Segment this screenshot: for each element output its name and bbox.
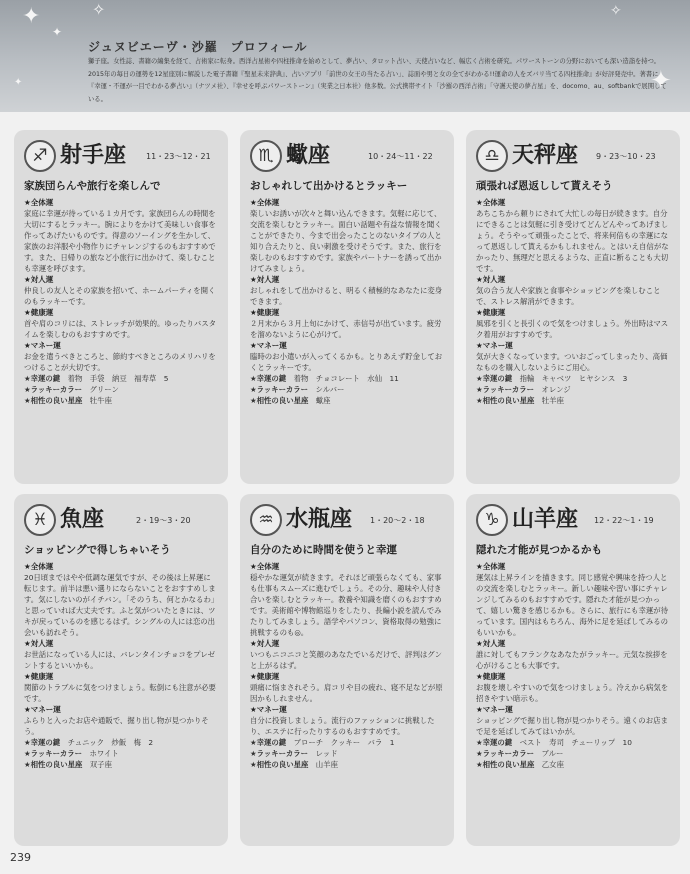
horoscope-card-libra	[466, 130, 680, 484]
sign-name: 蠍座	[286, 142, 331, 168]
section-label: ★マネー運	[24, 705, 61, 714]
compatible-sign-row	[476, 395, 670, 406]
section-text: おしゃれをして出かけると、明るく積極的なあなたに変身できます。	[250, 286, 443, 306]
lucky-color-label: ★ラッキーカラー	[250, 749, 309, 758]
section-label: ★健康運	[24, 308, 54, 317]
card-body	[476, 561, 670, 770]
lucky-color-row	[24, 384, 218, 395]
section-text: ショッピングで掘り出し物が見つかりそう。遠くのお店まで足を延ばしてみてはいかが。	[476, 716, 668, 736]
card-body	[24, 197, 218, 406]
compatible-sign-row	[24, 759, 218, 770]
section-text: 頭痛に悩まされそう。肩コリや目の疲れ、寝不足などが原因かもしれません。	[250, 683, 443, 703]
lucky-key-label: ★幸運の鍵	[24, 738, 61, 747]
section-text: 穏やかな運気が続きます。それほど頑張らなくても、家事も仕事もスムーズに進むでしょう。その分、趣味や人付き合いを楽しむとラッキー。教養や知識を磨くのもおすすめです。美術館や博物館巡りをしたり、長編小説を読んでみたりしてみましょう。語学やパソコン、資格取得の勉強に挑戦するのも◎。	[250, 573, 442, 637]
section-label: ★健康運	[250, 308, 280, 317]
section-text: 臨時のお小遣いが入ってくるかも。とりあえず貯金しておくとラッキーです。	[250, 352, 443, 372]
section-text: 気が大きくなっています。ついおごってしまったり、高価なものを購入しないようにご用心。	[476, 352, 668, 372]
lucky-key-value: ベスト 寿司 チューリップ 10	[519, 738, 632, 747]
libra-icon: ♎	[476, 140, 508, 172]
lucky-color-row	[250, 384, 444, 395]
section-text: お金を遣うべきところと、節約すべきところのメリハリをつけることが大切です。	[24, 352, 216, 372]
section-text: 首や肩のコリには、ストレッチが効果的。ゆったりバスタイムを楽しむのもおすすめです。	[24, 319, 217, 339]
lucky-color-value: オレンジ	[541, 385, 571, 394]
capricorn-icon: ♑	[476, 504, 508, 536]
lucky-color-label: ★ラッキーカラー	[24, 385, 83, 394]
section-label: ★マネー運	[250, 705, 287, 714]
card-header	[466, 130, 680, 172]
section-text: 仲良しの友人とその家族を招いて、ホームパーティを開くのもラッキーです。	[24, 286, 216, 306]
compatible-sign-label: ★相性の良い星座	[250, 396, 309, 405]
section-label: ★対人運	[250, 275, 280, 284]
compatible-sign-value: 双子座	[89, 760, 112, 769]
section-label: ★対人運	[24, 275, 54, 284]
section-label: ★健康運	[24, 672, 54, 681]
section-label: ★全体運	[250, 198, 280, 207]
lucky-key-row	[476, 737, 670, 748]
aquarius-icon: ♒	[250, 504, 282, 536]
compatible-sign-row	[250, 395, 444, 406]
star-icon: ✦	[650, 66, 672, 96]
section-text: 誰に対してもフランクなあなたがラッキー。元気な挨拶を心がけることも大事です。	[476, 650, 668, 670]
section-label: ★マネー運	[24, 341, 61, 350]
section-label: ★対人運	[476, 275, 506, 284]
lucky-color-label: ★ラッキーカラー	[24, 749, 83, 758]
section-label: ★健康運	[476, 308, 506, 317]
profile-header	[0, 0, 690, 112]
sign-dates: 2・19～3・20	[136, 516, 191, 525]
card-body	[250, 197, 444, 406]
section-label: ★全体運	[24, 562, 54, 571]
lucky-key-label: ★幸運の鍵	[250, 738, 287, 747]
star-icon: ✧	[92, 0, 106, 19]
section-label: ★マネー運	[476, 341, 513, 350]
card-header	[14, 130, 228, 172]
card-header	[466, 494, 680, 536]
sign-dates: 11・23～12・21	[146, 152, 211, 161]
lucky-color-row	[476, 748, 670, 759]
section-text: 自分に投資しましょう。流行のファッションに挑戦したり、エステに行ったりするのもおすすめです。	[250, 716, 435, 736]
section-text: いつもニコニコと笑顔のあなたでいるだけで、評判はグンと上がるはず。	[250, 650, 443, 670]
lucky-key-value: 指輪 キャベツ ヒヤシンス 3	[519, 374, 628, 383]
star-icon: ✦	[22, 4, 41, 29]
lucky-color-label: ★ラッキーカラー	[476, 749, 535, 758]
horoscope-card-scorpio	[240, 130, 454, 484]
section-label: ★マネー運	[250, 341, 287, 350]
compatible-sign-value: 牡牛座	[89, 396, 112, 405]
compatible-sign-label: ★相性の良い星座	[476, 760, 535, 769]
card-subtitle: おしゃれして出かけるとラッキー	[250, 180, 408, 192]
sign-name: 魚座	[60, 506, 105, 532]
lucky-key-row	[250, 737, 444, 748]
section-text: 家庭に幸運が待っている１カ月です。家族団らんの時間を大切にするとラッキー。腕によりをかけて美味しい食事を作ってあげたいものです。得意のソーイングを生かして、家族のお洋服や小物作りにチャレンジするのもおすすめです。また、日帰りの旅など小旅行に出かけて、楽しむことも幸運を呼びます。	[24, 209, 216, 273]
lucky-color-label: ★ラッキーカラー	[476, 385, 535, 394]
lucky-color-value: ホワイト	[89, 749, 119, 758]
lucky-key-label: ★幸運の鍵	[250, 374, 287, 383]
lucky-key-label: ★幸運の鍵	[476, 374, 513, 383]
sign-name: 射手座	[60, 142, 127, 168]
section-label: ★全体運	[476, 198, 506, 207]
card-subtitle: 隠れた才能が見つかるかも	[476, 544, 602, 556]
lucky-key-label: ★幸運の鍵	[24, 374, 61, 383]
section-label: ★健康運	[476, 672, 506, 681]
card-subtitle: ショッピングで得しちゃいそう	[24, 544, 171, 556]
star-icon: ✧	[610, 3, 622, 19]
sign-dates: 9・23～10・23	[596, 152, 656, 161]
section-text: 風邪を引くと長引くので気をつけましょう。外出時はマスク着用がおすすめです。	[476, 319, 669, 339]
section-text: 20日頃まではやや低調な運気ですが、その後は上昇運に転じます。前半は悪い選りにならないことをおすすめします。気にしないのがイチバン。「そのうち、何とかなるわ」と思っていれば大丈夫です。ふと気がついたときには、ツキが戻っているのを感じるはず。シングルの人には恋の出会いも訪れそう。	[24, 573, 216, 637]
sign-dates: 1・20～2・18	[370, 516, 425, 525]
lucky-key-value: 着物 チョコレート 水仙 11	[293, 374, 399, 383]
lucky-color-row	[476, 384, 670, 395]
compatible-sign-label: ★相性の良い星座	[250, 760, 309, 769]
card-subtitle: 頑張れば恩返しして貰えそう	[476, 180, 613, 192]
section-label: ★マネー運	[476, 705, 513, 714]
card-header	[240, 130, 454, 172]
star-icon: ✦	[14, 77, 23, 88]
section-label: ★対人運	[250, 639, 280, 648]
compatible-sign-label: ★相性の良い星座	[24, 760, 83, 769]
page-number: 239	[10, 851, 31, 864]
section-label: ★対人運	[476, 639, 506, 648]
section-label: ★全体運	[476, 562, 506, 571]
lucky-color-value: ブルー	[541, 749, 564, 758]
sign-name: 天秤座	[512, 142, 579, 168]
card-header	[240, 494, 454, 536]
horoscope-card-capricorn	[466, 494, 680, 846]
lucky-color-value: シルバー	[315, 385, 345, 394]
card-body	[24, 561, 218, 770]
pisces-icon: ♓	[24, 504, 56, 536]
compatible-sign-value: 牡羊座	[541, 396, 564, 405]
lucky-color-value: レッド	[315, 749, 338, 758]
lucky-key-value: 着物 手袋 納豆 福寿草 5	[67, 374, 169, 383]
sign-name: 山羊座	[512, 506, 579, 532]
section-label: ★全体運	[24, 198, 54, 207]
lucky-key-row	[24, 737, 218, 748]
lucky-key-row	[476, 373, 670, 384]
section-text: 気の合う友人や家族と食事やショッピングを楽しむことで、ストレス解消ができます。	[476, 286, 661, 306]
lucky-color-label: ★ラッキーカラー	[250, 385, 309, 394]
compatible-sign-label: ★相性の良い星座	[24, 396, 83, 405]
card-header	[14, 494, 228, 536]
lucky-color-value: グリーン	[89, 385, 119, 394]
sign-dates: 12・22～1・19	[594, 516, 654, 525]
lucky-color-row	[250, 748, 444, 759]
lucky-key-row	[250, 373, 444, 384]
card-body	[476, 197, 670, 406]
section-text: お世話になっている人には、バレンタインチョコをプレゼントするといいかも。	[24, 650, 216, 670]
card-body	[250, 561, 444, 770]
section-text: 運気は上昇ラインを描きます。同じ感覚や興味を持つ人との交流を楽しむとラッキー。新しい趣味や習い事にチャレンジしてみるのもおすすめです。隠れた才能が見つかって、嬉しい驚きを感じるかも。さらに、旅行にも幸運が待っています。国内はもちろん、海外に足を延ばしてみるのもいいかも。	[476, 573, 669, 637]
lucky-key-row	[24, 373, 218, 384]
sign-name: 水瓶座	[286, 506, 353, 532]
horoscope-card-sagittarius	[14, 130, 228, 484]
compatible-sign-value: 蠍座	[315, 396, 331, 405]
section-label: ★健康運	[250, 672, 280, 681]
horoscope-card-pisces	[14, 494, 228, 846]
star-icon: ✦	[52, 25, 63, 39]
section-text: 関節のトラブルに気をつけましょう。転倒にも注意が必要です。	[24, 683, 216, 703]
scorpio-icon: ♏	[250, 140, 282, 172]
profile-text: 獅子座。女性誌、書籍の編集を経て、占術家に転身。西洋占星術や四柱推命を始めとして、夢占い、タロット占い、天使占いなど、幅広く占術を研究。パワーストーンの分野においても深い造詣を持つ。2015年の毎日の運勢を12星座別に解説した電子書籍『聖星未来辞典』、占いアプリ「前世の女王の当たる占い」、誌面や男と女の全てがわかる!!運命の人をズバリ当てる四柱推命』が好評発売中。著書に『幸運・不運が一目でわかる夢占い』（ナツメ社）、『幸せを呼ぶパワーストーン』（実業之日本社）他多数。公式携帯サイト「沙羅の西洋占術」「守護天使の夢占星」を、docomo、au、softbankで展開している。	[88, 58, 667, 103]
compatible-sign-row	[250, 759, 444, 770]
lucky-key-label: ★幸運の鍵	[476, 738, 513, 747]
profile-title: ジュヌビエーヴ・沙羅 プロフィール	[88, 40, 308, 54]
lucky-key-value: ブローチ クッキー バラ 1	[293, 738, 395, 747]
card-subtitle: 家族団らんや旅行を楽しんで	[24, 180, 161, 192]
compatible-sign-row	[476, 759, 670, 770]
section-text: 楽しいお誘いが次々と舞い込んできます。気軽に応じて、交流を楽しむとラッキー。面白い話題や有益な情報を聞くことができたり、今まで出会ったことのないタイプの人と知り合えたりと、良い刺激を受けそうです。また、旅行を楽しむのもおすすめです。家族やパートナーを誘って出かけてみましょう。	[250, 209, 442, 273]
lucky-key-value: チュニック 炒飯 梅 2	[67, 738, 154, 747]
compatible-sign-value: 乙女座	[541, 760, 564, 769]
section-label: ★対人運	[24, 639, 54, 648]
section-text: ふらりと入ったお店や通販で、掘り出し物が見つかりそう。	[24, 716, 209, 736]
card-subtitle: 自分のために時間を使うと幸運	[250, 544, 397, 556]
lucky-color-row	[24, 748, 218, 759]
section-label: ★全体運	[250, 562, 280, 571]
section-text: ２月末から３月上旬にかけて、赤信号が出ています。疲労を溜めないように心がけて。	[250, 319, 442, 339]
section-text: あちこちから頼りにされて大忙しの毎日が続きます。自分にできることは気軽に引き受けてどんどんやってあげましょう。そうやって頑張ったことで、将来何倍もの幸運になって恩返しして貰えるかもしれません。とはいえ自信がなかったり、無理だと思えるような、正直に断ることも大切です。	[476, 209, 669, 273]
sagittarius-icon: ♐	[24, 140, 56, 172]
section-text: お腹を壊しやすいので気をつけましょう。冷えから病気を招きやすい暗示も。	[476, 683, 669, 703]
compatible-sign-value: 山羊座	[315, 760, 338, 769]
horoscope-card-aquarius	[240, 494, 454, 846]
compatible-sign-label: ★相性の良い星座	[476, 396, 535, 405]
sign-dates: 10・24～11・22	[368, 152, 433, 161]
compatible-sign-row	[24, 395, 218, 406]
